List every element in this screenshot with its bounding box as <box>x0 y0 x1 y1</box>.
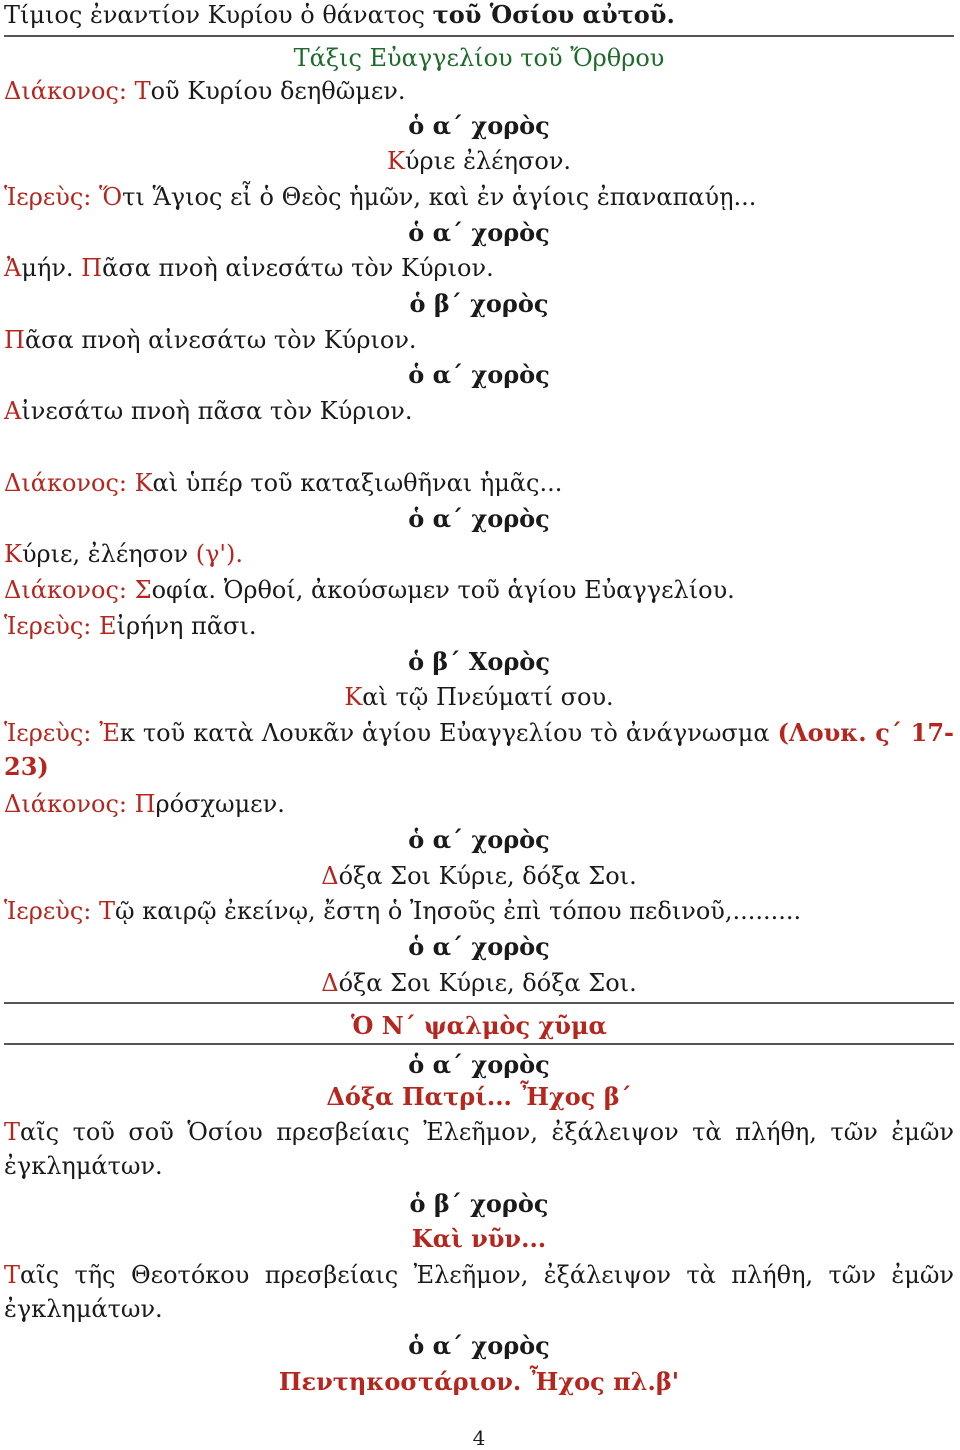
response-line <box>4 680 954 714</box>
line-text: ᾶσα πνοὴ αἰνεσάτω τὸν Κύριον. <box>102 254 494 282</box>
line-text: αῖς τοῦ σοῦ Ὁσίου πρεσβείαις Ἐλεῆμον, ἐξάλειψον τὰ πλήθη, τῶν ἐμῶν ἐγκλημάτων. <box>4 1118 954 1180</box>
initial-letter: Δ <box>321 862 339 890</box>
response-line <box>4 859 954 893</box>
response-line <box>4 394 954 428</box>
choir-label: ὁ α΄ χορὸς <box>408 218 550 247</box>
divider <box>4 35 954 37</box>
response-line <box>4 144 954 178</box>
hymn-heading: Δόξα Πατρί... Ἦχος β΄ <box>326 1082 632 1111</box>
choir-label: ὁ α΄ χορὸς <box>408 1331 550 1360</box>
response-line <box>4 323 954 357</box>
line-text: ύριε, ἐλέησον <box>21 540 196 568</box>
hymn-heading: Πεντηκοστάριον. Ἦχος πλ.β' <box>278 1367 680 1396</box>
priest-line <box>4 180 954 214</box>
initial-letter: Ἀ <box>4 254 22 282</box>
speaker-label: Διάκονος: <box>4 77 135 105</box>
initial-letter: Σ <box>134 576 152 604</box>
initial-letter: Π <box>81 254 103 282</box>
choir-label: ὁ β΄ Χορὸς <box>408 647 550 676</box>
choir-label: ὁ α΄ χορὸς <box>408 504 550 533</box>
response-line <box>4 251 954 285</box>
line-text: αὶ τῷ Πνεύματί σου. <box>362 683 614 711</box>
section-title: Τάξις Εὐαγγελίου τοῦ Ὄρθρου <box>293 44 665 72</box>
initial-letter: Κ <box>386 147 405 175</box>
line-text: ᾶσα πνοὴ αἰνεσάτω τὸν Κύριον. <box>24 326 417 354</box>
deacon-line <box>4 74 954 108</box>
page-number: 4 <box>472 1426 486 1450</box>
initial-letter: Α <box>4 397 22 425</box>
initial-letter: Τ <box>134 77 151 105</box>
line-text: ύριε ἐλέησον. <box>404 147 572 175</box>
divider <box>4 1043 954 1045</box>
line-text: κ τοῦ κατὰ Λουκᾶν ἁγίου Εὐαγγελίου τὸ ἀνάγνωσμα <box>119 719 778 747</box>
initial-letter: Ἐ <box>99 719 120 747</box>
initial-letter: Κ <box>4 540 22 568</box>
section-title: Ὁ Ν΄ ψαλμὸς χῦμα <box>351 1011 607 1040</box>
line-text: οῦ Κυρίου δεηθῶμεν. <box>150 77 406 105</box>
priest-line <box>4 609 954 643</box>
speaker-label: Διάκονος: <box>4 576 135 604</box>
choir-label: ὁ α΄ χορὸς <box>408 111 550 140</box>
speaker-label: Ἱερεὺς: <box>4 719 100 747</box>
deacon-line <box>4 466 954 500</box>
line-text: αῖς τῆς Θεοτόκου πρεσβείαις Ἐλεῆμον, ἐξάλειψον τὰ πλήθη, τῶν ἐμῶν ἐγκλημάτων. <box>4 1261 954 1323</box>
speaker-label: Ἱερεὺς: <box>4 183 100 211</box>
troparion-text <box>4 1258 954 1326</box>
initial-letter: Π <box>4 326 25 354</box>
initial-letter: Τ <box>4 1118 21 1146</box>
choir-label: ὁ β΄ χορὸς <box>409 1189 549 1218</box>
hymn-heading: Καὶ νῦν... <box>411 1224 547 1253</box>
initial-letter: Τ <box>4 1261 21 1289</box>
choir-label: ὁ β΄ χορὸς <box>409 289 549 318</box>
line-text: μήν. <box>21 254 82 282</box>
verse-line <box>4 0 954 32</box>
line-text: οφία. Ὀρθοί, ἀκούσωμεν τοῦ ἁγίου Εὐαγγελίου. <box>151 576 735 604</box>
initial-letter: Δ <box>321 969 339 997</box>
initial-letter: Κ <box>134 469 153 497</box>
line-text: όξα Σοι Κύριε, δόξα Σοι. <box>338 969 637 997</box>
response-line <box>4 966 954 1000</box>
initial-letter: Ε <box>99 612 117 640</box>
priest-line <box>4 716 954 784</box>
line-text: τι Ἅγιος εἶ ὁ Θεὸς ἡμῶν, καὶ ἐν ἁγίοις ἐπαναπαύῃ... <box>122 183 757 211</box>
line-text: ἰρήνη πᾶσι. <box>116 612 257 640</box>
line-text: αὶ ὑπέρ τοῦ καταξιωθῆναι ἡμᾶς... <box>152 469 563 497</box>
initial-letter: Κ <box>344 683 363 711</box>
speaker-label: Ἱερεὺς: <box>4 612 100 640</box>
divider <box>4 1002 954 1004</box>
priest-line <box>4 894 954 928</box>
initial-letter: Τ <box>99 897 116 925</box>
verse-text-bold: τοῦ Ὁσίου αὐτοῦ. <box>432 0 675 29</box>
line-text: ἰνεσάτω πνοὴ πᾶσα τὸν Κύριον. <box>21 397 413 425</box>
line-text: ῷ καιρῷ ἐκείνῳ, ἔστη ὁ Ἰησοῦς ἐπὶ τόπου πεδινοῦ,......... <box>115 897 802 925</box>
line-text: όξα Σοι Κύριε, δόξα Σοι. <box>338 862 637 890</box>
speaker-label: Ἱερεὺς: <box>4 897 100 925</box>
scripture-reference: (Λουκ. ς΄ 17-23) <box>4 718 955 781</box>
response-line <box>4 537 954 571</box>
choir-label: ὁ α΄ χορὸς <box>408 360 550 389</box>
speaker-label: Διάκονος: <box>4 790 135 818</box>
deacon-line <box>4 573 954 607</box>
deacon-line <box>4 787 954 821</box>
verse-text: Τίμιος ἐναντίον Κυρίου ὁ θάνατος <box>4 1 433 29</box>
choir-label: ὁ α΄ χορὸς <box>408 825 550 854</box>
speaker-label: Διάκονος: <box>4 469 135 497</box>
repeat-marker: (γ'). <box>195 540 243 568</box>
choir-label: ὁ α΄ χορὸς <box>408 1050 550 1079</box>
initial-letter: Ὅ <box>99 183 123 211</box>
choir-label: ὁ α΄ χορὸς <box>408 932 550 961</box>
initial-letter: Π <box>134 790 156 818</box>
line-text: ρόσχωμεν. <box>155 790 285 818</box>
troparion-text <box>4 1115 954 1183</box>
